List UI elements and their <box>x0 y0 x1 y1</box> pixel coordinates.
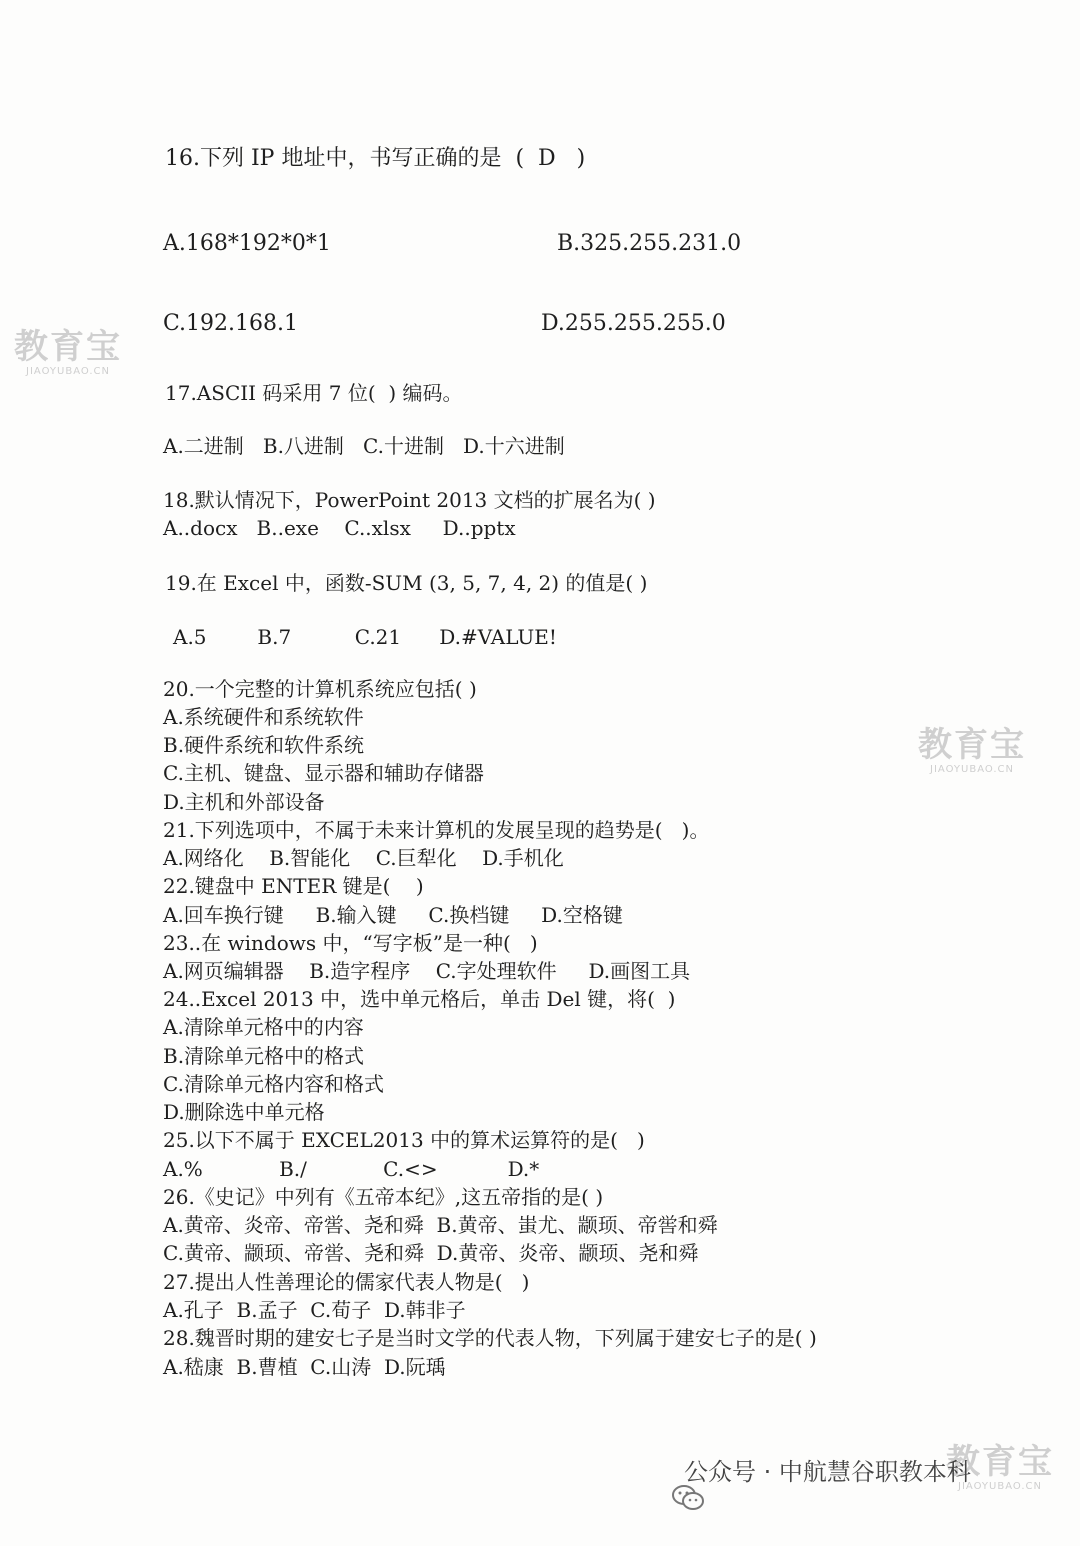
watermark-subtext: JIAOYUBAO.CN <box>930 764 1014 775</box>
wechat-icon <box>640 1456 674 1484</box>
text-line: 22.键盘中 ENTER 键是( ) <box>163 874 424 898</box>
watermark-text: 教育宝 <box>946 1442 1054 1482</box>
text-line: 24..Excel 2013 中，选中单元格后，单击 Del 键，将( ) <box>163 987 676 1011</box>
text-line: A.二进制 B.八进制 C.十进制 D.十六进制 <box>163 434 565 458</box>
text-line: B.清除单元格中的格式 <box>163 1044 365 1068</box>
text-line: 27.提出人性善理论的儒家代表人物是( ) <box>163 1270 530 1294</box>
text-line: A.网络化 B.智能化 C.巨犁化 D.手机化 <box>163 846 564 870</box>
watermark-subtext: JIAOYUBAO.CN <box>958 1481 1042 1492</box>
text-line: C.清除单元格内容和格式 <box>163 1072 384 1096</box>
footer-account <box>640 1452 971 1487</box>
text-line: 20.一个完整的计算机系统应包括( ) <box>163 677 477 701</box>
text-line: 26.《史记》中列有《五帝本纪》,这五帝指的是( ) <box>163 1185 604 1209</box>
text-line: 23..在 windows 中，“写字板”是一种( ) <box>163 931 538 955</box>
text-line: D.删除选中单元格 <box>163 1100 325 1124</box>
text-line: D.主机和外部设备 <box>163 790 325 814</box>
text-line: A.% B./ C.<> D.* <box>163 1157 540 1181</box>
text-line: C.黄帝、颛顼、帝喾、尧和舜 D.黄帝、炎帝、颛顼、尧和舜 <box>163 1241 699 1265</box>
watermark-logo <box>918 725 1026 775</box>
text-line: B.325.255.231.0 <box>557 231 742 256</box>
text-line: A.网页编辑器 B.造字程序 C.字处理软件 D.画图工具 <box>163 959 691 983</box>
text-line: A.5 B.7 C.21 D.#VALUE! <box>173 625 557 649</box>
text-line: A.嵇康 B.曹植 C.山涛 D.阮瑀 <box>163 1355 446 1379</box>
watermark-subtext: JIAOYUBAO.CN <box>26 366 110 377</box>
text-line: C.192.168.1 <box>163 311 299 336</box>
watermark-text: 教育宝 <box>918 725 1026 765</box>
text-line: 16.下列 IP 地址中，书写正确的是 ( D ) <box>165 146 586 171</box>
text-line: A.清除单元格中的内容 <box>163 1015 364 1039</box>
watermark-text: 教育宝 <box>14 327 122 367</box>
text-line: A.168*192*0*1 <box>163 231 331 256</box>
footer-text: 公众号 · 中航慧谷职教本科 <box>684 1458 971 1486</box>
text-line: A..docx B..exe C..xlsx D..pptx <box>163 516 516 540</box>
text-line: B.硬件系统和软件系统 <box>163 733 365 757</box>
text-line: 25.以下不属于 EXCEL2013 中的算术运算符的是( ) <box>163 1128 645 1152</box>
text-line: D.255.255.255.0 <box>541 311 726 336</box>
text-line: 19.在 Excel 中，函数-SUM (3, 5, 7, 4, 2) 的值是( ) <box>165 571 648 595</box>
text-line: A.回车换行键 B.输入键 C.换档键 D.空格键 <box>163 903 623 927</box>
text-line: A.黄帝、炎帝、帝喾、尧和舜 B.黄帝、蚩尤、颛顼、帝喾和舜 <box>163 1213 718 1237</box>
text-line: A.系统硬件和系统软件 <box>163 705 364 729</box>
text-line: 28.魏晋时期的建安七子是当时文学的代表人物，下列属于建安七子的是( ) <box>163 1326 817 1350</box>
text-line: 18.默认情况下，PowerPoint 2013 文档的扩展名为( ) <box>163 488 656 512</box>
text-line: A.孔子 B.孟子 C.荀子 D.韩非子 <box>163 1298 466 1322</box>
text-line: 21.下列选项中，不属于未来计算机的发展呈现的趋势是( )。 <box>163 818 710 842</box>
text-line: 17.ASCII 码采用 7 位( ) 编码。 <box>165 381 463 405</box>
text-line: C.主机、键盘、显示器和辅助存储器 <box>163 761 484 785</box>
watermark-logo <box>14 327 122 377</box>
